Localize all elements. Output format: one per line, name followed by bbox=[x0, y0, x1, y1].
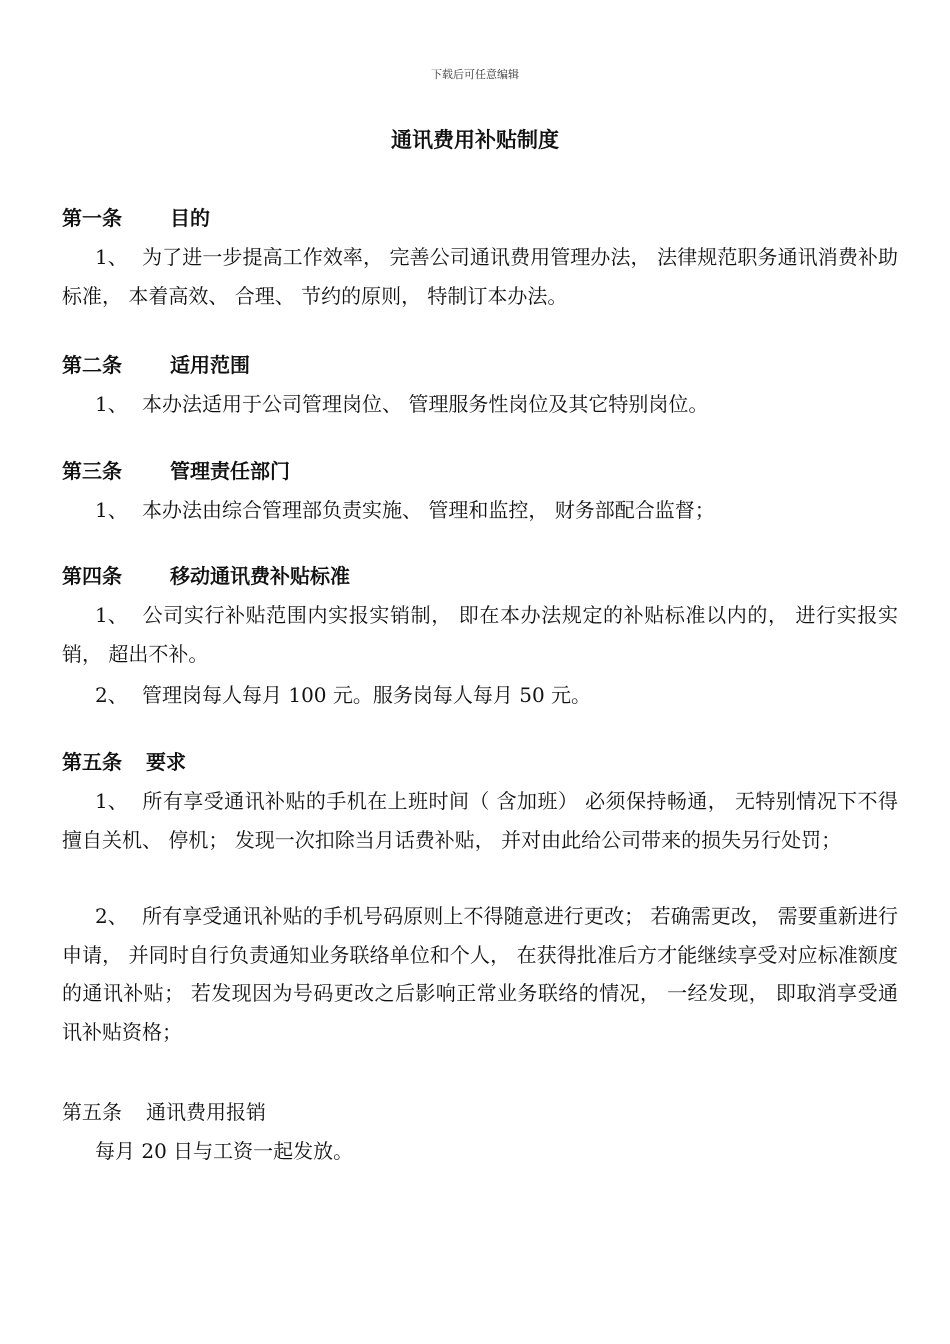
item-text: 管理岗每人每月 100 元。服务岗每人每月 50 元。 bbox=[142, 683, 592, 707]
section-number: 第三条 bbox=[62, 459, 122, 483]
item-text: 本办法适用于公司管理岗位、 管理服务性岗位及其它特别岗位。 bbox=[142, 392, 709, 416]
item-marker: 2、 bbox=[95, 904, 128, 928]
item-marker: 1、 bbox=[95, 392, 128, 416]
section-number: 第五条 bbox=[62, 1100, 122, 1124]
item-marker: 2、 bbox=[95, 683, 128, 707]
item-text: 为了进一步提高工作效率， 完善公司通讯费用管理办法， 法律规范职务通讯消费补助标准， 本着高效、 合理、 节约的原则， 特制订本办法。 bbox=[62, 245, 898, 308]
document-title: 通讯费用补贴制度 bbox=[391, 128, 559, 152]
section-5-item-1 bbox=[62, 782, 898, 859]
item-marker: 1、 bbox=[95, 789, 128, 813]
section-title: 要求 bbox=[146, 750, 186, 774]
section-6-item-1 bbox=[62, 1132, 898, 1171]
section-2-item-1 bbox=[62, 385, 898, 424]
item-text: 所有享受通讯补贴的手机号码原则上不得随意进行更改； 若确需更改， 需要重新进行申请， 并同时自行负责通知业务联络单位和个人， 在获得批准后方才能继续享受对应标准额度的通讯补贴； 若发现因为号码更改之后影响正常业务联络的情况， 一经发现， 即取消享受通讯补贴资格； bbox=[62, 904, 898, 1044]
section-heading-3 bbox=[62, 455, 290, 484]
item-marker: 1、 bbox=[95, 245, 128, 269]
section-heading-6 bbox=[62, 1096, 266, 1125]
item-text: 公司实行补贴范围内实报实销制， 即在本办法规定的补贴标准以内的， 进行实报实销， 超出不补。 bbox=[62, 603, 898, 666]
item-text: 所有享受通讯补贴的手机在上班时间（ 含加班） 必须保持畅通， 无特别情况下不得擅自关机、 停机； 发现一次扣除当月话费补贴， 并对由此给公司带来的损失另行处罚； bbox=[62, 789, 898, 852]
item-text: 每月 20 日与工资一起发放。 bbox=[95, 1139, 354, 1163]
section-title: 管理责任部门 bbox=[170, 459, 290, 483]
section-title: 通讯费用报销 bbox=[146, 1100, 266, 1124]
section-heading-1 bbox=[62, 202, 210, 231]
section-title: 适用范围 bbox=[170, 353, 250, 377]
section-3-item-1 bbox=[62, 491, 898, 530]
section-title: 目的 bbox=[170, 206, 210, 230]
section-4-item-2 bbox=[62, 676, 898, 715]
section-heading-4 bbox=[62, 560, 350, 589]
item-text: 本办法由综合管理部负责实施、 管理和监控， 财务部配合监督； bbox=[142, 498, 715, 522]
section-number: 第四条 bbox=[62, 564, 122, 588]
section-4-item-1 bbox=[62, 596, 898, 673]
item-marker: 1、 bbox=[95, 498, 128, 522]
header-note: 下载后可任意编辑 bbox=[431, 68, 519, 81]
section-1-item-1 bbox=[62, 238, 898, 315]
section-number: 第一条 bbox=[62, 206, 122, 230]
item-marker: 1、 bbox=[95, 603, 128, 627]
section-5-item-2 bbox=[62, 897, 898, 1051]
section-heading-2 bbox=[62, 349, 250, 378]
section-heading-5 bbox=[62, 746, 186, 775]
section-title: 移动通讯费补贴标准 bbox=[170, 564, 350, 588]
section-number: 第五条 bbox=[62, 750, 122, 774]
section-number: 第二条 bbox=[62, 353, 122, 377]
